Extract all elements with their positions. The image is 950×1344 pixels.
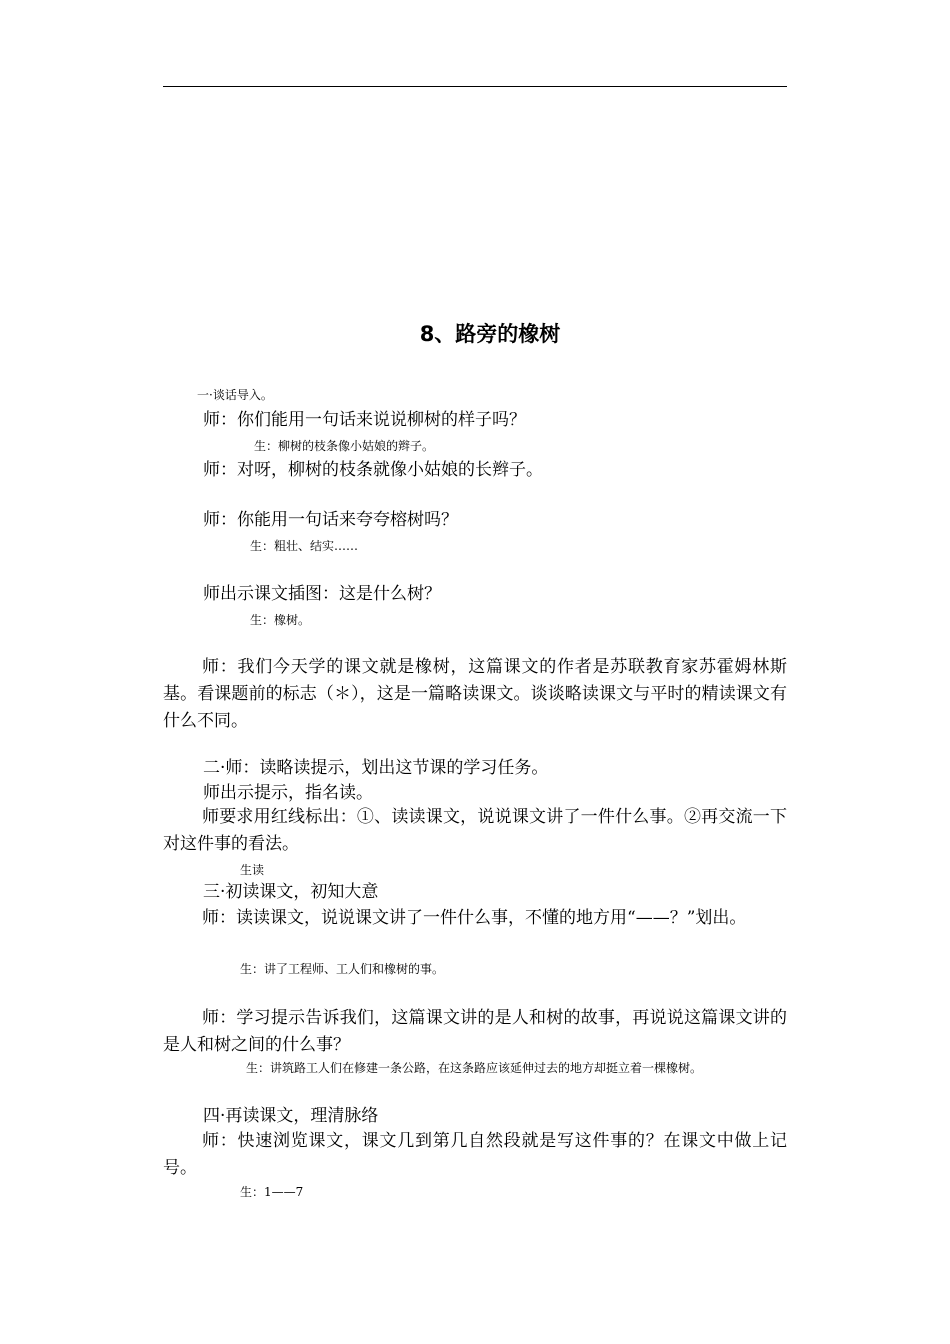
section-heading-2: 二·师：读略读提示，划出这节课的学习任务。 <box>203 758 549 778</box>
header-rule <box>163 86 787 87</box>
teacher-line: 师：你们能用一句话来说说柳树的样子吗？ <box>203 410 526 430</box>
student-line: 生：粗壮、结实…… <box>250 539 359 553</box>
student-line: 生：橡树。 <box>250 613 311 627</box>
teacher-paragraph: 师：我们今天学的课文就是橡树，这篇课文的作者是苏联教育家苏霍姆林斯基。看课题前的标志（＊），这是一篇略读课文。谈谈略读课文与平时的精读课文有什么不同。 <box>163 657 787 731</box>
section-heading-4: 四·再读课文，理清脉络 <box>203 1106 379 1126</box>
teacher-paragraph: 师：读读课文，说说课文讲了一件什么事，不懂的地方用“——？”划出。 <box>202 908 747 928</box>
teacher-paragraph: 师：快速浏览课文，课文几到第几自然段就是写这件事的？在课文中做上记号。 <box>163 1131 787 1178</box>
page-title: 8、路旁的橡树 <box>419 322 561 346</box>
section-heading-3: 三·初读课文，初知大意 <box>203 882 379 902</box>
student-line: 生：1——7 <box>240 1185 304 1199</box>
teacher-line: 师：对呀，柳树的枝条就像小姑娘的长辫子。 <box>203 460 543 480</box>
student-line: 生：讲筑路工人们在修建一条公路，在这条路应该延伸过去的地方却挺立着一棵橡树。 <box>246 1061 703 1075</box>
student-line: 生：柳树的枝条像小姑娘的辫子。 <box>254 439 435 453</box>
student-line: 生读 <box>240 863 265 877</box>
teacher-paragraph: 师：学习提示告诉我们，这篇课文讲的是人和树的故事，再说说这篇课文讲的是人和树之间的什么事？ <box>163 1008 787 1055</box>
teacher-line: 师出示课文插图：这是什么树？ <box>203 584 441 604</box>
teacher-paragraph: 师要求用红线标出：①、读读课文，说说课文讲了一件什么事。②再交流一下对这件事的看法。 <box>163 807 787 854</box>
section-heading-1: 一·谈话导入。 <box>197 388 273 402</box>
teacher-line: 师：你能用一句话来夸夸榕树吗？ <box>203 510 458 530</box>
student-line: 生：讲了工程师、工人们和橡树的事。 <box>240 962 445 976</box>
teacher-line: 师出示提示，指名读。 <box>203 783 373 803</box>
